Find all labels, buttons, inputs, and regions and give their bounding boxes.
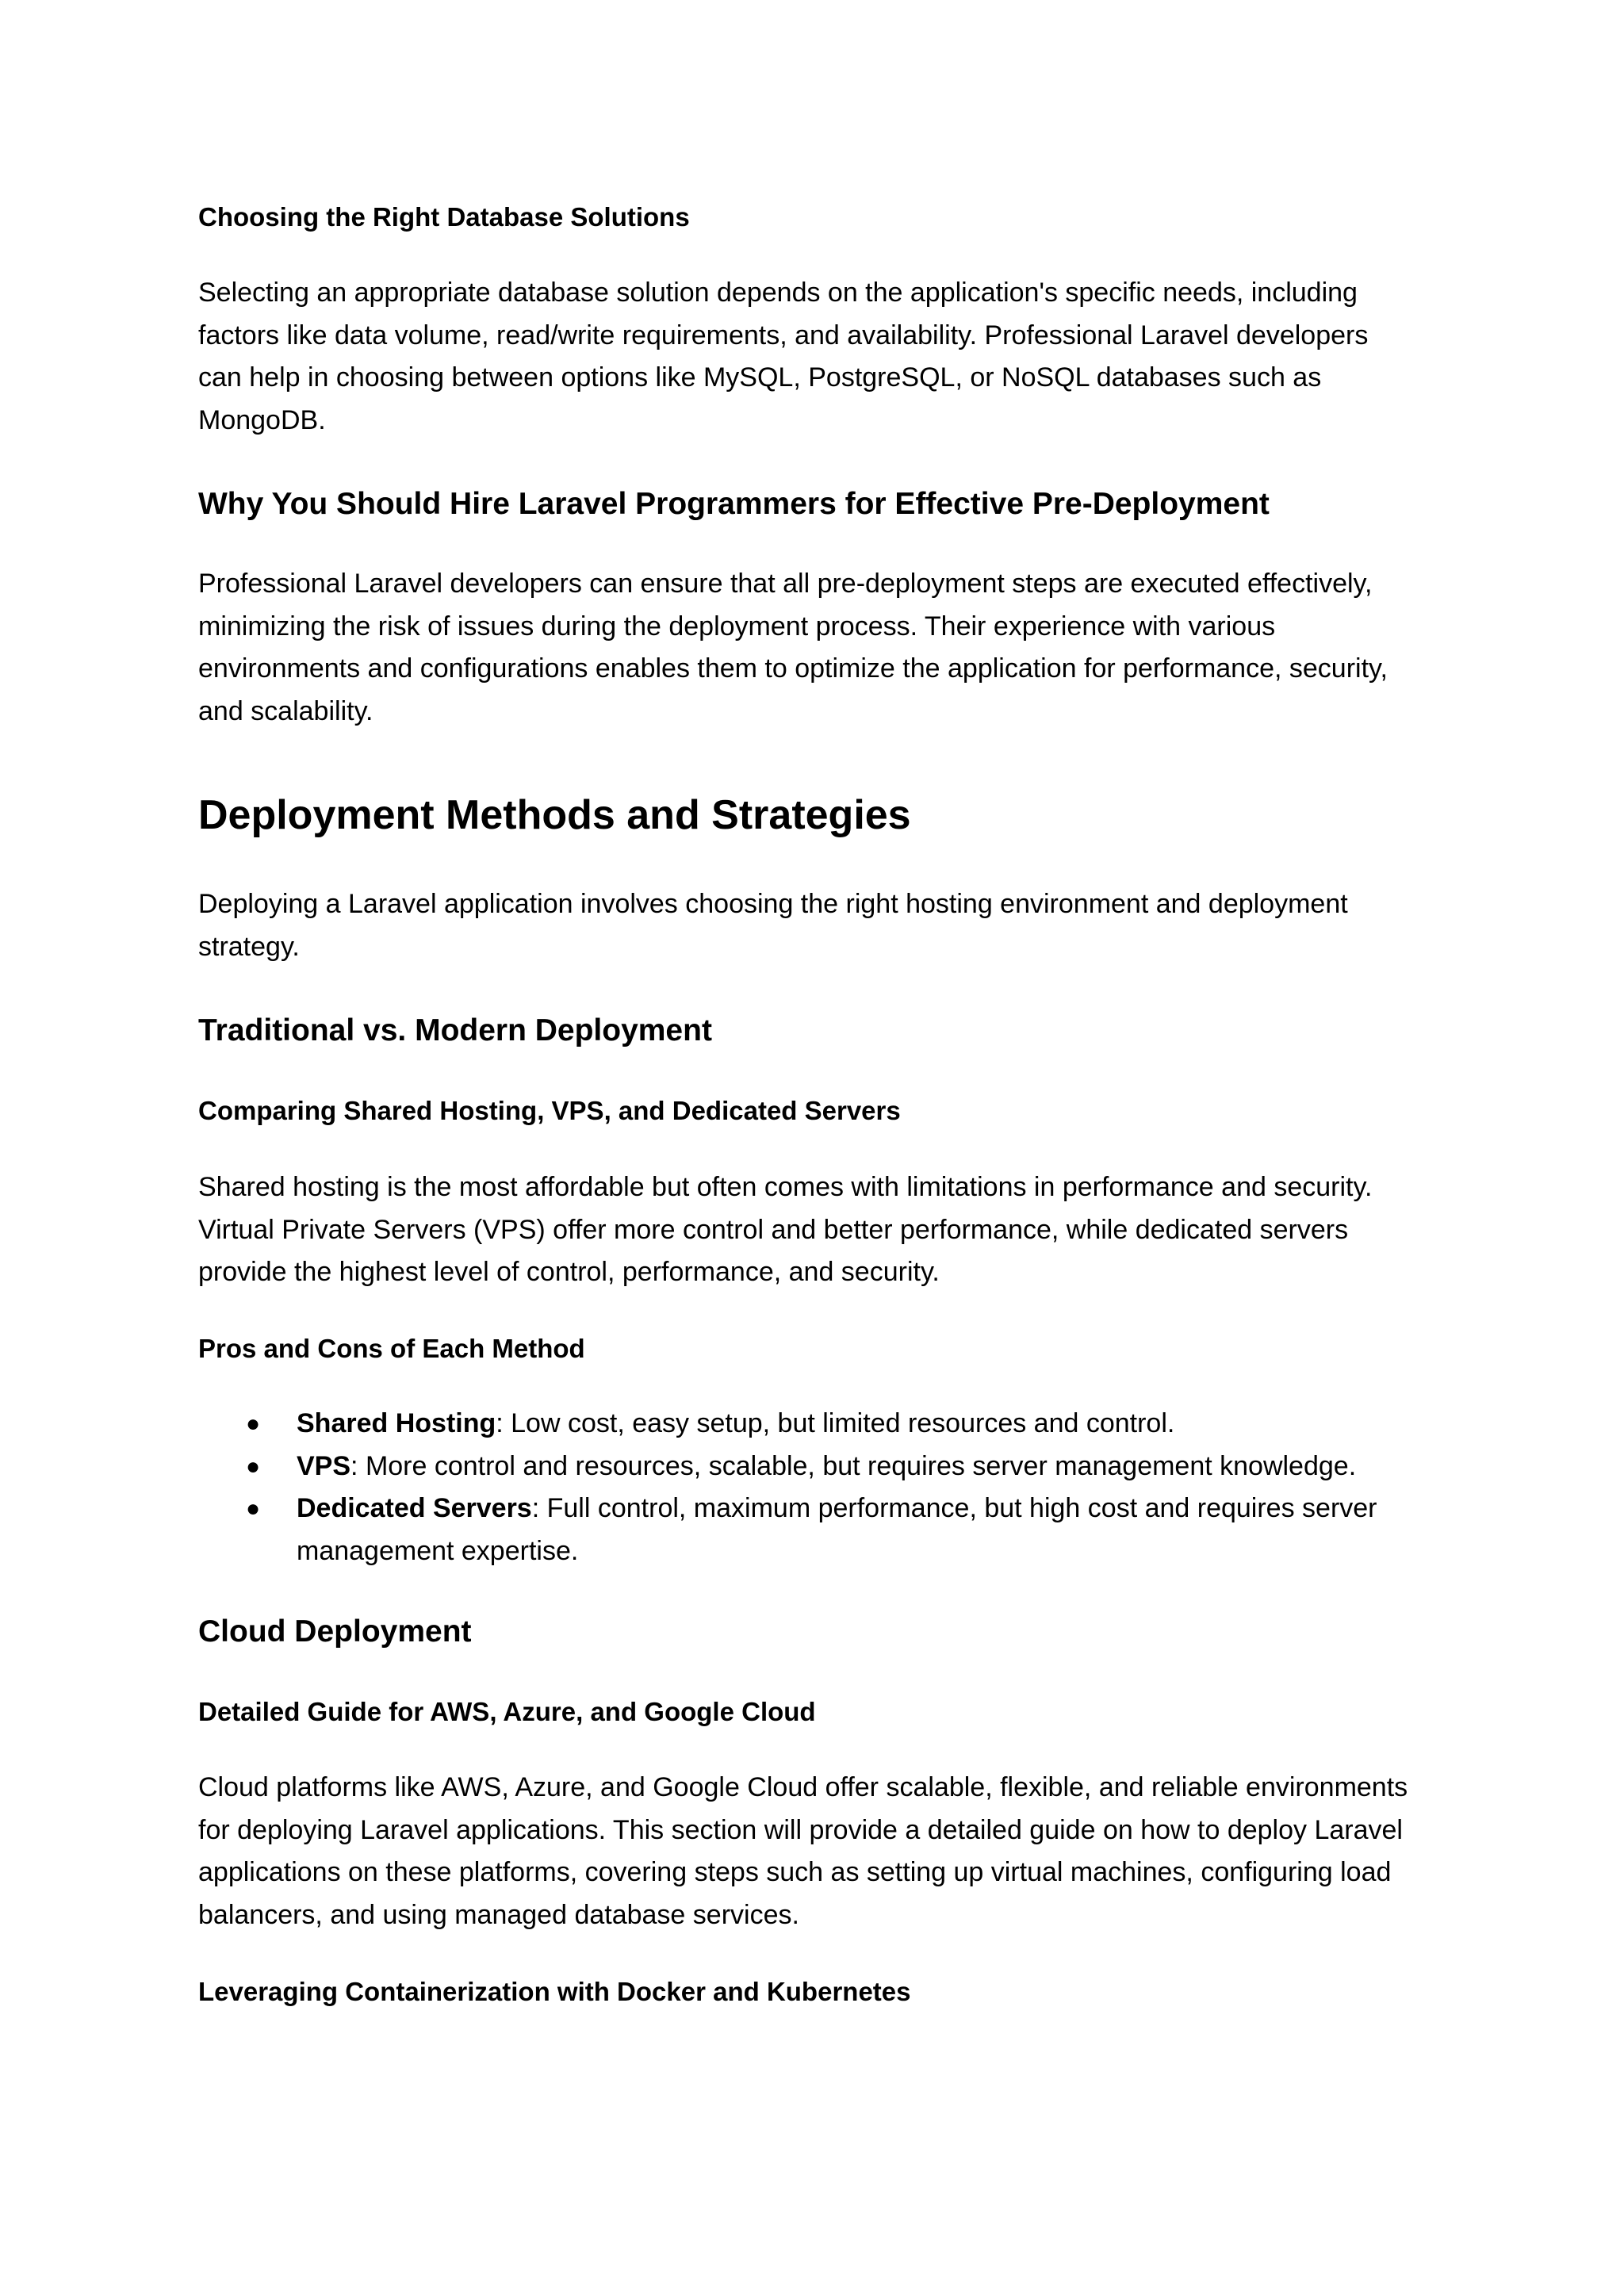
text-line: provide the highest level of control, performance, and security.	[198, 1257, 940, 1287]
list-item-text: : Low cost, easy setup, but limited resources and control.	[496, 1408, 1175, 1438]
heading-traditional-modern: Traditional vs. Modern Deployment	[198, 1013, 712, 1047]
heading-hire-laravel: Why You Should Hire Laravel Programmers for Effective Pre-Deployment	[198, 487, 1270, 521]
text-line: and scalability.	[198, 695, 373, 726]
text-line: can help in choosing between options like MySQL, PostgreSQL, or NoSQL databases such as	[198, 362, 1322, 393]
heading-database-solutions: Choosing the Right Database Solutions	[198, 202, 690, 232]
text-line: for deploying Laravel applications. This section will provide a detailed guide on how to deploy Laravel	[198, 1814, 1403, 1845]
bullet-icon: ●	[246, 1411, 261, 1437]
paragraph-deployment-methods	[198, 883, 1348, 968]
text-line: strategy.	[198, 931, 300, 962]
list-item-term: Dedicated Servers	[297, 1493, 532, 1523]
heading-deployment-methods: Deployment Methods and Strategies	[198, 792, 911, 838]
heading-pros-cons: Pros and Cons of Each Method	[198, 1334, 585, 1363]
list-item	[198, 1488, 1377, 1572]
paragraph-database-solutions	[198, 272, 1368, 442]
list-item-continuation: management expertise.	[297, 1535, 579, 1566]
list-item-text: : More control and resources, scalable, but requires server management knowledge.	[350, 1450, 1357, 1481]
text-line: Deploying a Laravel application involves choosing the right hosting environment and deployment	[198, 889, 1348, 919]
heading-containerization: Leveraging Containerization with Docker and Kubernetes	[198, 1977, 911, 2006]
paragraph-comparing-hosting	[198, 1166, 1372, 1294]
text-line: applications on these platforms, covering steps such as setting up virtual machines, configuring load	[198, 1857, 1392, 1887]
text-line: MongoDB.	[198, 404, 326, 435]
heading-cloud-deployment: Cloud Deployment	[198, 1614, 472, 1649]
text-line: Cloud platforms like AWS, Azure, and Google Cloud offer scalable, flexible, and reliable environments	[198, 1772, 1408, 1802]
heading-cloud-guide: Detailed Guide for AWS, Azure, and Google Cloud	[198, 1697, 816, 1726]
list-item	[198, 1446, 1377, 1488]
paragraph-cloud-guide	[198, 1767, 1408, 1936]
text-line: Shared hosting is the most affordable but often comes with limitations in performance and security.	[198, 1172, 1373, 1202]
list-item-term: VPS	[297, 1450, 351, 1481]
list-item-text: : Full control, maximum performance, but high cost and requires server	[531, 1493, 1377, 1523]
paragraph-hire-laravel	[198, 563, 1388, 733]
text-line: balancers, and using managed database services.	[198, 1899, 799, 1930]
pros-cons-list	[198, 1403, 1377, 1572]
list-item	[198, 1403, 1377, 1446]
text-line: Professional Laravel developers can ensure that all pre-deployment steps are executed effectively,	[198, 569, 1373, 599]
bullet-icon: ●	[246, 1453, 261, 1480]
text-line: minimizing the risk of issues during the deployment process. Their experience with various	[198, 611, 1276, 641]
list-item-term: Shared Hosting	[297, 1408, 496, 1438]
text-line: Virtual Private Servers (VPS) offer more control and better performance, while dedicated servers	[198, 1214, 1349, 1245]
text-line: environments and configurations enables them to optimize the application for performance, security,	[198, 653, 1388, 684]
text-line: factors like data volume, read/write requirements, and availability. Professional Laravel developers	[198, 320, 1369, 350]
text-line: Selecting an appropriate database solution depends on the application's specific needs, including	[198, 278, 1358, 308]
heading-comparing-hosting: Comparing Shared Hosting, VPS, and Dedicated Servers	[198, 1096, 901, 1125]
bullet-icon: ●	[246, 1496, 261, 1522]
